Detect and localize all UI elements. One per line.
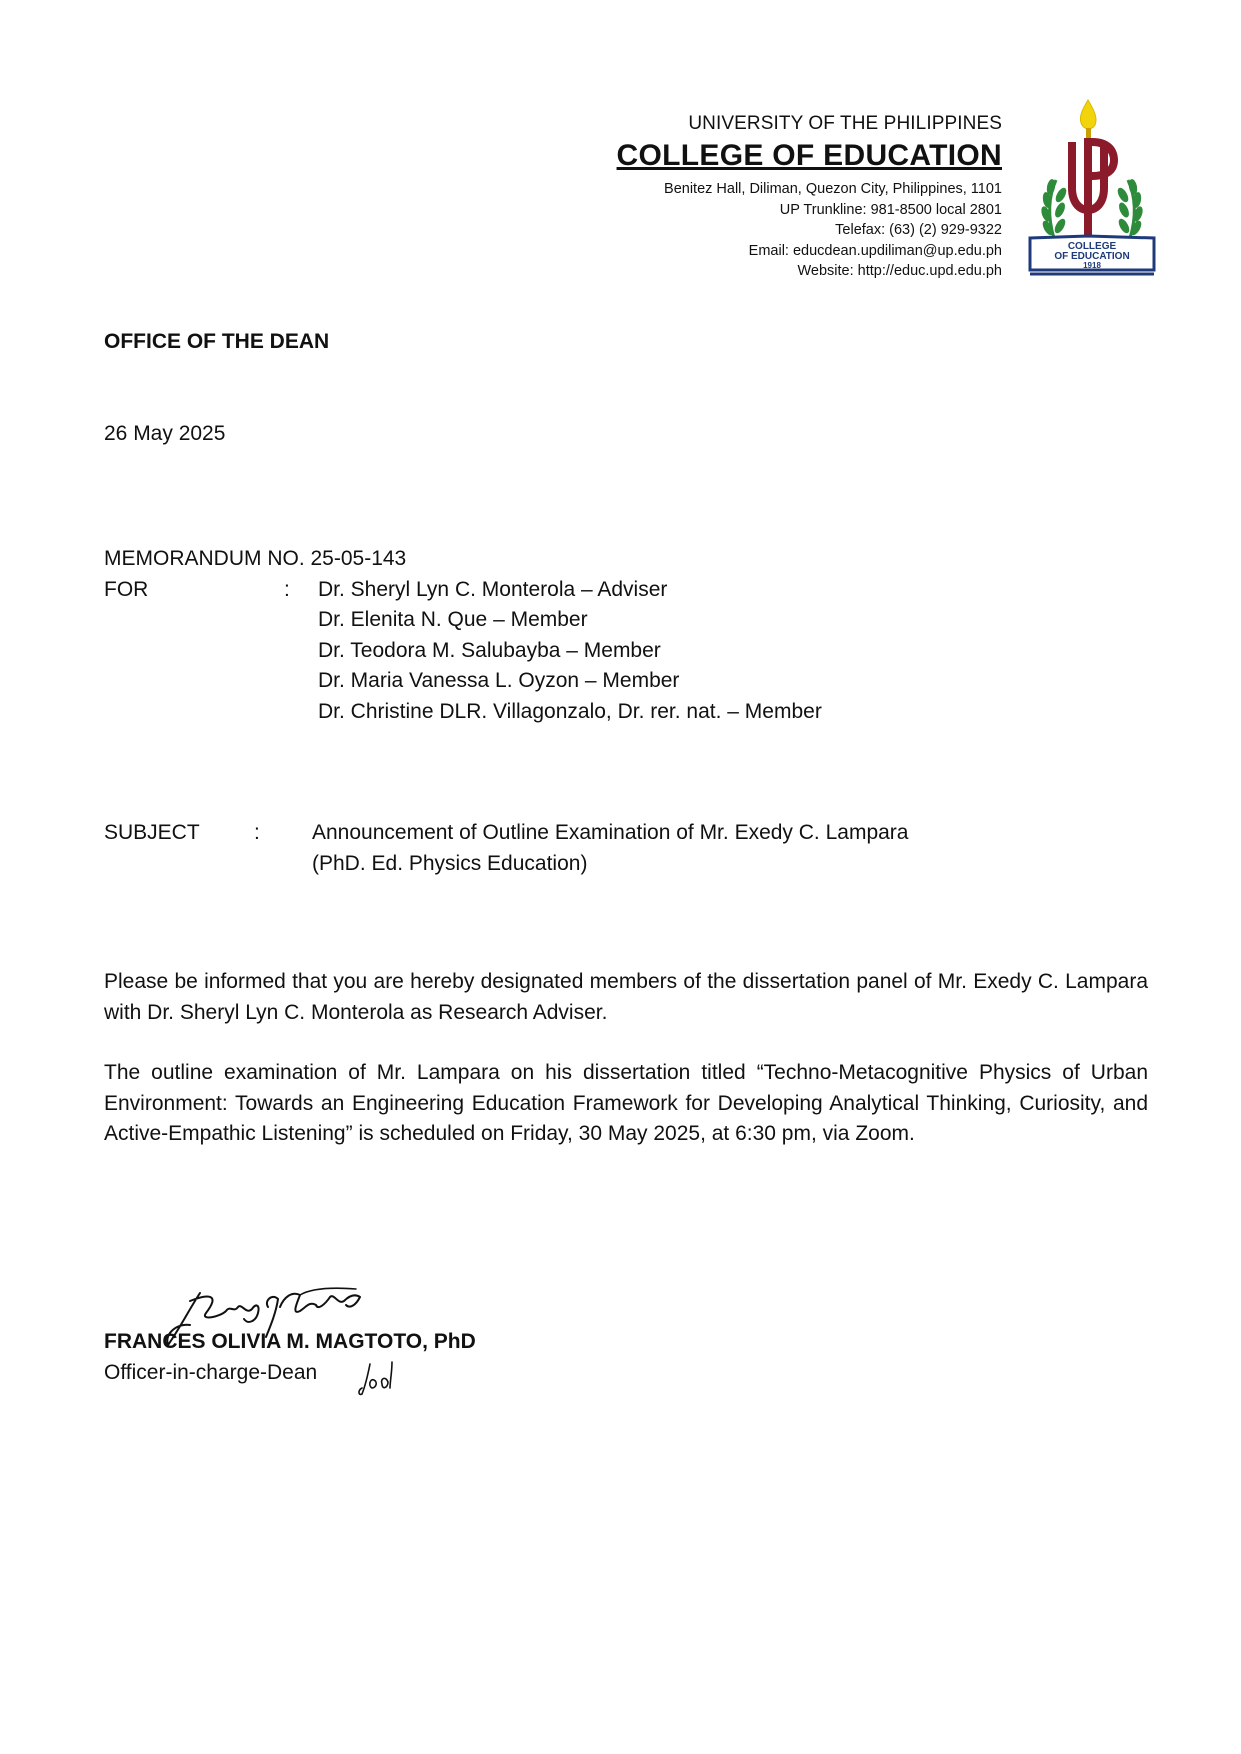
body-paragraph: Please be informed that you are hereby designated members of the dissertation panel of Mr. Exedy C. Lampara with Dr. Sheryl Lyn C. Monterola as Research Adviser. bbox=[104, 970, 1148, 1024]
for-row bbox=[104, 575, 822, 728]
contact-block bbox=[442, 179, 1002, 282]
recipient: Dr. Maria Vanessa L. Oyzon – Member bbox=[318, 669, 680, 692]
subject-row bbox=[104, 818, 908, 879]
body-paragraph: The outline examination of Mr. Lampara on his dissertation titled “Techno-Metacognitive Physics of Urban Environment: Towards an Engineering Education Framework for Developing Analytical Thinking, Curiosity, and Active-Empathic Listening” is scheduled on Friday, 30 May 2025, at 6:30 pm, via Zoom. bbox=[104, 1061, 1148, 1145]
logo-text-line1: COLLEGE bbox=[1067, 241, 1117, 252]
handwritten-initials bbox=[356, 1358, 402, 1398]
letterhead bbox=[442, 112, 1002, 282]
telefax: Telefax: (63) (2) 929-9322 bbox=[835, 222, 1002, 238]
address: Benitez Hall, Diliman, Quezon City, Philippines, 1101 bbox=[664, 181, 1002, 197]
trunkline: UP Trunkline: 981-8500 local 2801 bbox=[779, 201, 1002, 218]
college-name: COLLEGE OF EDUCATION bbox=[616, 139, 1002, 172]
recipient-list bbox=[318, 575, 822, 728]
for-colon: : bbox=[284, 577, 290, 601]
recipient: Dr. Teodora M. Salubayba – Member bbox=[318, 638, 661, 662]
university-name: UNIVERSITY OF THE PHILIPPINES bbox=[688, 113, 1002, 134]
logo-year: 1918 bbox=[1083, 261, 1101, 270]
college-logo bbox=[1026, 98, 1158, 276]
subject-colon: : bbox=[254, 821, 260, 844]
email: Email: educdean.updiliman@up.edu.ph bbox=[748, 242, 1002, 259]
subject-text bbox=[312, 818, 908, 879]
recipient: Dr. Sheryl Lyn C. Monterola – Adviser bbox=[318, 577, 668, 601]
for-label: FOR bbox=[104, 577, 149, 601]
subject-line: (PhD. Ed. Physics Education) bbox=[312, 851, 588, 875]
signatory-name: FRANCES OLIVIA M. MAGTOTO, PhD bbox=[104, 1330, 476, 1353]
logo-text-line2: OF EDUCATION bbox=[1054, 251, 1130, 262]
office-heading: OFFICE OF THE DEAN bbox=[104, 330, 330, 353]
subject-line: Announcement of Outline Examination of Mr. Exedy C. Lampara bbox=[312, 821, 909, 844]
recipient: Dr. Elenita N. Que – Member bbox=[318, 608, 588, 631]
recipient: Dr. Christine DLR. Villagonzalo, Dr. rer. nat. – Member bbox=[318, 699, 822, 723]
memo-number: MEMORANDUM NO. 25-05-143 bbox=[104, 547, 407, 570]
memo-date: 26 May 2025 bbox=[104, 422, 226, 445]
subject-label: SUBJECT bbox=[104, 821, 200, 844]
memo-header bbox=[104, 544, 822, 727]
website: Website: http://educ.upd.edu.ph bbox=[797, 263, 1002, 279]
signatory-title: Officer-in-charge-Dean bbox=[104, 1361, 318, 1384]
